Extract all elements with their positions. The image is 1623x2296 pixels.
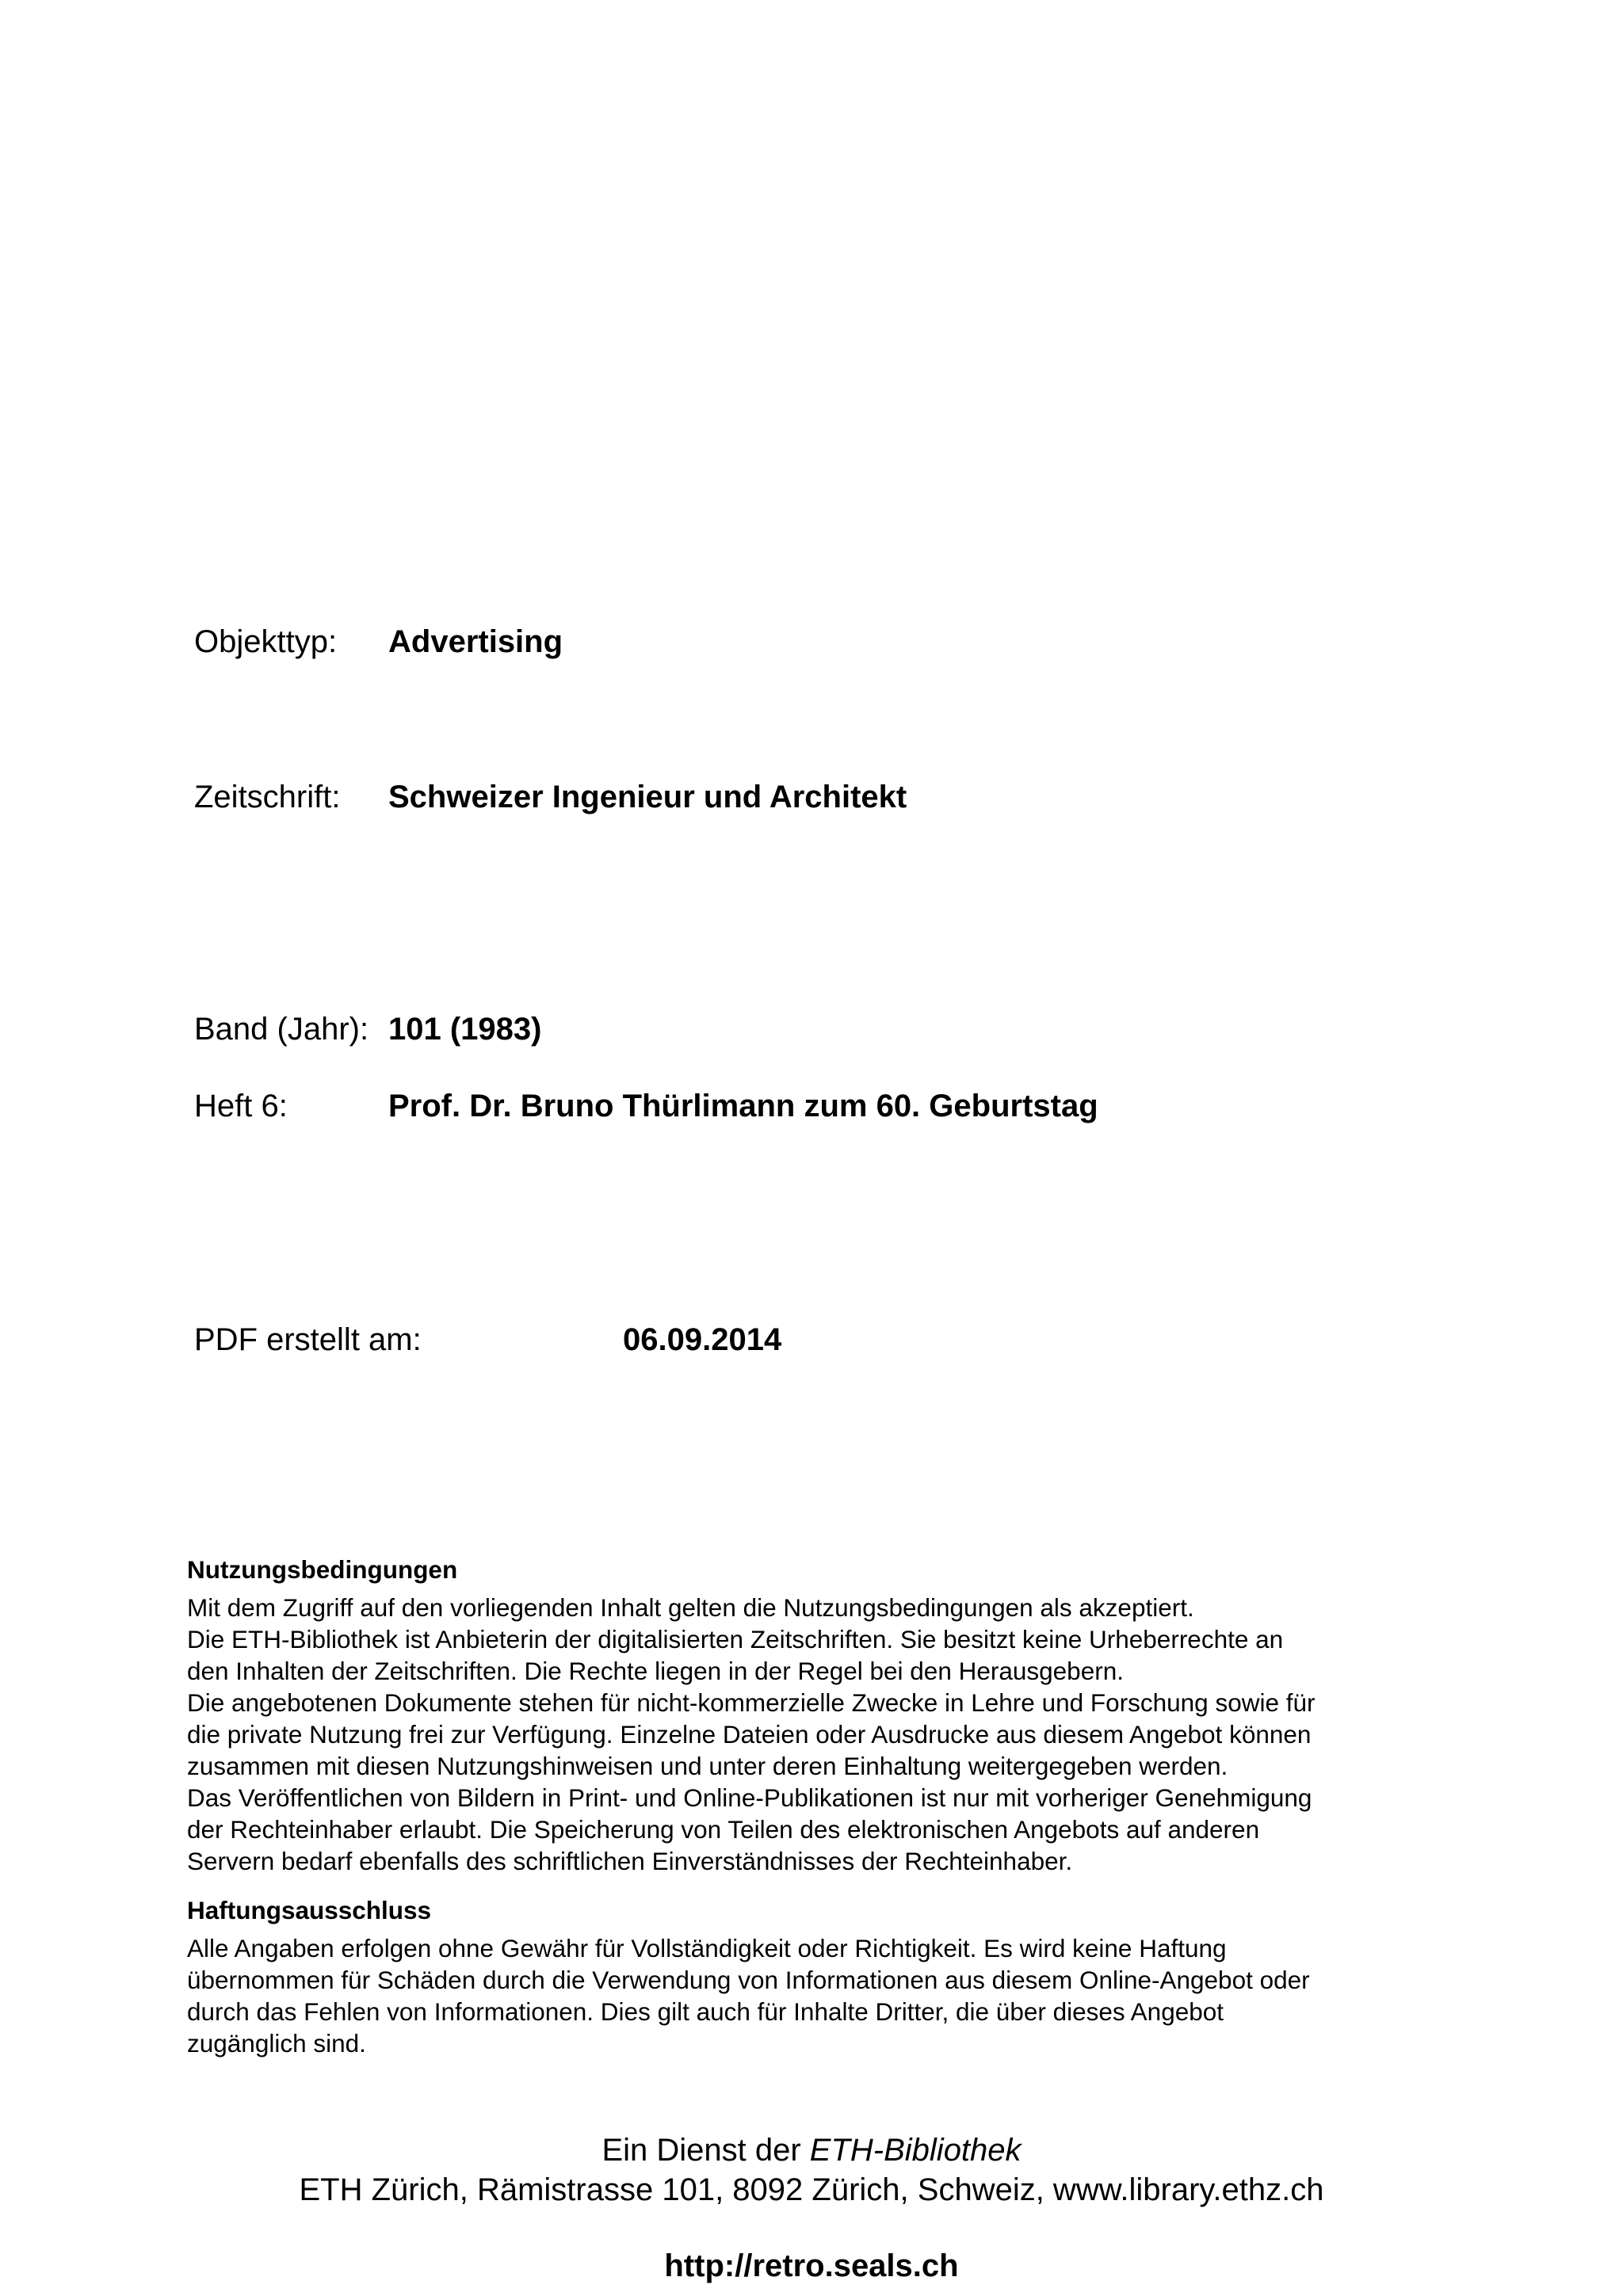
terms-of-use-line: den Inhalten der Zeitschriften. Die Rechte liegen in der Regel bei den Herausgebern.	[187, 1657, 1124, 1685]
footer-url-link[interactable]: http://retro.seals.ch	[664, 2248, 959, 2283]
disclaimer-line: Alle Angaben erfolgen ohne Gewähr für Vollständigkeit oder Richtigkeit. Es wird keine Haftung	[187, 1934, 1227, 1962]
heft-label: Heft 6:	[194, 1089, 288, 1123]
terms-of-use-line: Mit dem Zugriff auf den vorliegenden Inhalt gelten die Nutzungsbedingungen als akzeptiert.	[187, 1593, 1194, 1622]
disclaimer-line: zugänglich sind.	[187, 2029, 366, 2058]
heft-value: Prof. Dr. Bruno Thürlimann zum 60. Geburtstag	[388, 1089, 1098, 1123]
pdf-erstellt-label: PDF erstellt am:	[194, 1322, 422, 1357]
band-label: Band (Jahr):	[194, 1012, 369, 1047]
disclaimer-line: durch das Fehlen von Informationen. Dies gilt auch für Inhalte Dritter, die über dieses Angebot	[187, 1997, 1224, 2026]
footer-service-line	[0, 2131, 1623, 2169]
objekttyp-label: Objekttyp:	[194, 624, 338, 659]
disclaimer-heading: Haftungsausschluss	[187, 1896, 432, 1924]
band-value: 101 (1983)	[388, 1012, 542, 1047]
footer-address: ETH Zürich, Rämistrasse 101, 8092 Zürich, Schweiz, www.library.ethz.ch	[299, 2172, 1324, 2207]
terms-of-use-line: Das Veröffentlichen von Bildern in Print- und Online-Publikationen ist nur mit vorheriger Genehmigung	[187, 1783, 1312, 1812]
pdf-erstellt-value: 06.09.2014	[623, 1322, 782, 1357]
footer-library-name: ETH-Bibliothek	[809, 2133, 1022, 2168]
footer-service-prefix: Ein Dienst der	[601, 2133, 810, 2168]
zeitschrift-label: Zeitschrift:	[194, 780, 341, 814]
terms-of-use-heading: Nutzungsbedingungen	[187, 1555, 458, 1584]
terms-of-use-line: Servern bedarf ebenfalls des schriftlichen Einverständnisses der Rechteinhaber.	[187, 1847, 1073, 1875]
zeitschrift-value: Schweizer Ingenieur und Architekt	[388, 780, 907, 814]
terms-of-use-line: der Rechteinhaber erlaubt. Die Speicherung von Teilen des elektronischen Angebots auf anderen	[187, 1815, 1260, 1844]
disclaimer-section	[187, 1894, 1455, 2059]
terms-of-use-line: zusammen mit diesen Nutzungshinweisen und unter deren Einhaltung weitergegeben werden.	[187, 1752, 1228, 1780]
terms-of-use-section	[187, 1554, 1455, 1877]
terms-of-use-line: Die angebotenen Dokumente stehen für nicht-kommerzielle Zwecke in Lehre und Forschung sowie für	[187, 1688, 1316, 1717]
terms-of-use-line: die private Nutzung frei zur Verfügung. Einzelne Dateien oder Ausdrucke aus diesem Angebot können	[187, 1720, 1312, 1749]
disclaimer-line: übernommen für Schäden durch die Verwendung von Informationen aus diesem Online-Angebot oder	[187, 1966, 1310, 1994]
objekttyp-value: Advertising	[388, 624, 563, 659]
terms-of-use-line: Die ETH-Bibliothek ist Anbieterin der digitalisierten Zeitschriften. Sie besitzt keine Urheberrechte an	[187, 1625, 1284, 1653]
